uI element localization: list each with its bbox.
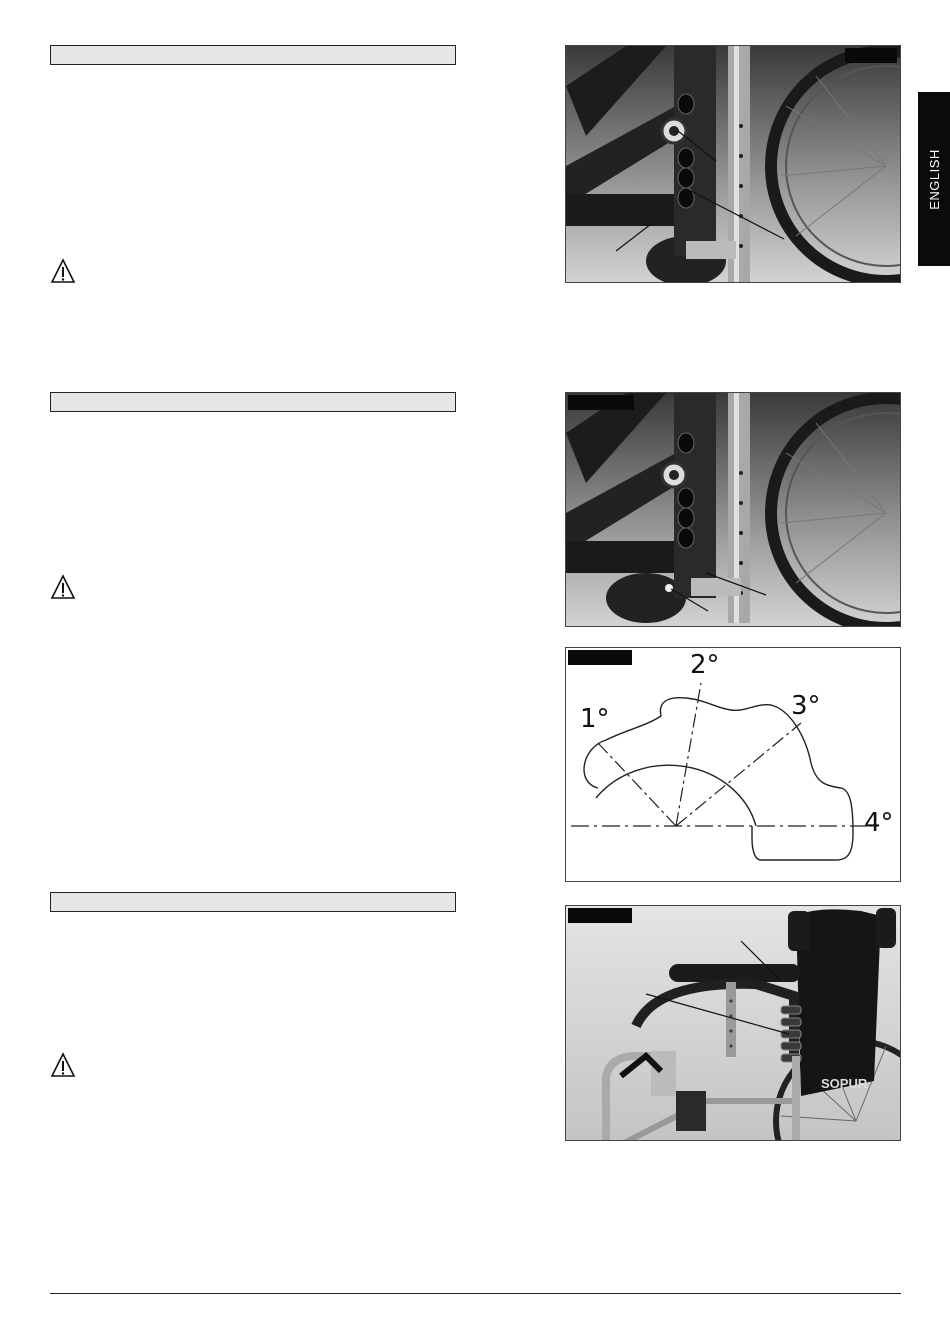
warning-triangle-icon [50, 258, 76, 284]
warning-triangle-icon [50, 1052, 76, 1078]
figure-number-tag [568, 908, 632, 923]
section-heading-bar-3 [50, 892, 456, 912]
language-tab [918, 92, 950, 266]
angle-label-4: 4° [864, 808, 894, 838]
figure-number-tag [568, 395, 634, 410]
angle-label-2: 2° [690, 650, 720, 680]
language-tab-label: ENGLISH [926, 148, 942, 210]
angle-label-1: 1° [580, 704, 610, 734]
angle-label-3: 3° [791, 691, 821, 721]
photo-caster-adjustment-1 [565, 45, 901, 283]
photo-caster-adjustment-2 [565, 392, 901, 627]
photo-armrest-adjustment [565, 905, 901, 1141]
backrest-brand-text: SOPUR [821, 1076, 868, 1091]
warning-triangle-icon [50, 574, 76, 600]
section-heading-bar-2 [50, 392, 456, 412]
figure-number-tag [845, 48, 897, 63]
caster-angle-diagram [565, 647, 901, 882]
footer-rule [50, 1293, 901, 1294]
section-heading-bar-1 [50, 45, 456, 65]
